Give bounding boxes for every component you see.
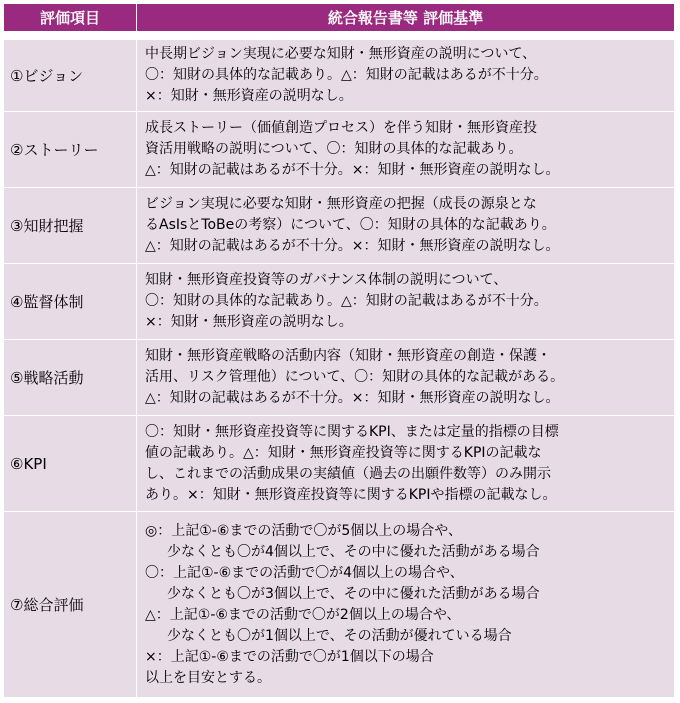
desc-line: △：知財の記載はあるが不十分。×：知財・無形資産の説明なし。 (145, 162, 560, 178)
row-desc-vision (137, 40, 675, 112)
desc-line: ×：上記①-⑥までの活動で〇が1個以下の場合 (145, 648, 434, 665)
desc-line: 知財・無形資産投資等のガバナンス体制の説明について、 (145, 272, 508, 288)
desc-line: 資活用戦略の説明について、〇：知財の具体的な記載あり。 (145, 141, 523, 157)
row-item-governance: ④監督体制 (4, 264, 137, 340)
desc-line: 〇：知財の具体的な記載あり。△：知財の記載はあるが不十分。 (145, 293, 548, 309)
header-spacer (4, 32, 675, 40)
table-row (4, 340, 675, 416)
desc-line: ×：知財・無形資産の説明なし。 (145, 314, 353, 330)
row-desc-ip-grasp (137, 188, 675, 264)
desc-line: るAsIsとToBeの考察）について、〇：知財の具体的な記載あり。 (145, 217, 556, 233)
row-desc-kpi (137, 416, 675, 512)
desc-line: 少なくとも〇が1個以上で、その活動が優れている場合 (167, 627, 512, 644)
table-header-row (4, 4, 675, 32)
row-desc-overall (137, 512, 675, 698)
desc-line: 中長期ビジョン実現に必要な知財・無形資産の説明について、 (145, 46, 537, 62)
desc-line: △：上記①-⑥までの活動で〇が2個以上の場合や、 (145, 606, 461, 623)
row-desc-governance (137, 264, 675, 340)
desc-line: 少なくとも〇が3個以上で、その中に優れた活動がある場合 (167, 585, 540, 602)
header-evaluation-criteria: 統合報告書等 評価基準 (137, 4, 675, 32)
desc-line: あり。×：知財・無形資産投資等に関するKPIや指標の記載なし。 (145, 486, 557, 503)
desc-line: 知財・無形資産戦略の活動内容（知財・無形資産の創造・保護・ (145, 348, 551, 364)
desc-line: ビジョン実現に必要な知財・無形資産の把握（成長の源泉とな (145, 196, 537, 212)
row-desc-story (137, 112, 675, 188)
desc-line: ×：知財・無形資産の説明なし。 (145, 88, 353, 104)
desc-line: 〇：上記①-⑥までの活動で〇が4個以上の場合や、 (145, 564, 464, 581)
desc-line: ◎：上記①-⑥までの活動で〇が5個以上の場合や、 (145, 522, 462, 539)
row-item-vision: ①ビジョン (4, 40, 137, 112)
desc-line: 値の記載あり。△：知財・無形資産投資等に関するKPIの記載な (145, 444, 542, 461)
table-row (4, 40, 675, 112)
desc-line: 少なくとも〇が4個以上で、その中に優れた活動がある場合 (167, 543, 540, 560)
evaluation-criteria-table-wrapper (3, 3, 675, 698)
desc-line: △：知財の記載はあるが不十分。×：知財・無形資産の説明なし。 (145, 238, 560, 254)
desc-line: し、これまでの活動成果の実績値（過去の出願件数等）のみ開示 (145, 465, 551, 482)
row-item-kpi: ⑥KPI (4, 416, 137, 512)
header-evaluation-item: 評価項目 (4, 4, 137, 32)
table-row (4, 112, 675, 188)
desc-line: 〇：知財・無形資産投資等に関するKPI、または定量的指標の目標 (145, 423, 559, 440)
desc-line: 以上を目安とする。 (145, 669, 271, 686)
desc-line: 〇：知財の具体的な記載あり。△：知財の記載はあるが不十分。 (145, 67, 548, 83)
row-item-ip-grasp: ③知財把握 (4, 188, 137, 264)
table-row (4, 512, 675, 698)
table-row (4, 188, 675, 264)
row-item-overall: ⑦総合評価 (4, 512, 137, 698)
table-row (4, 416, 675, 512)
row-desc-strategy (137, 340, 675, 416)
table-row (4, 264, 675, 340)
evaluation-criteria-table (3, 3, 675, 698)
desc-line: 活用、リスク管理他）について、〇：知財の具体的な記載がある。 (145, 369, 565, 385)
row-item-story: ②ストーリー (4, 112, 137, 188)
row-item-strategy: ⑤戦略活動 (4, 340, 137, 416)
desc-line: △：知財の記載はあるが不十分。×：知財・無形資産の説明なし。 (145, 390, 560, 406)
desc-line: 成長ストーリー（価値創造プロセス）を伴う知財・無形資産投 (145, 120, 537, 136)
